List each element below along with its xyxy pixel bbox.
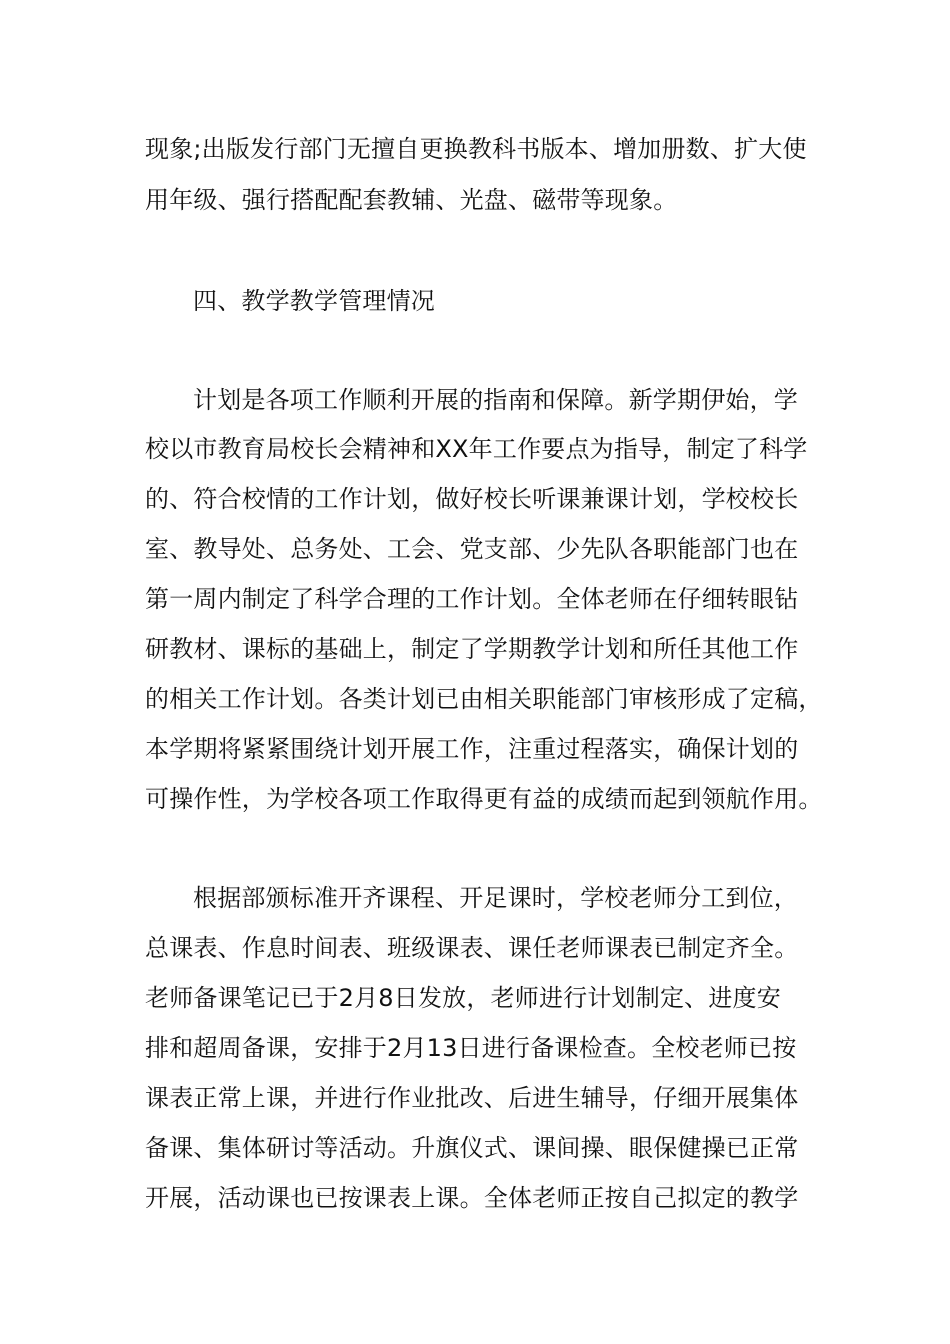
paragraph-3-line-1: 根据部颁标准开齐课程、开足课时，学校老师分工到位， [193,884,798,912]
paragraph-3-line-4: 排和超周备课，安排于2月13日进行备课检查。全校老师已按 [145,1034,797,1062]
paragraph-3-line-6: 备课、集体研讨等活动。升旗仪式、课间操、眼保健操已正常 [145,1134,799,1162]
paragraph-1-line-2: 用年级、强行搭配配套教辅、光盘、磁带等现象。 [145,186,678,214]
paragraph-2-line-5: 第一周内制定了科学合理的工作计划。全体老师在仔细转眼钻 [145,585,799,613]
paragraph-2-line-2: 校以市教育局校长会精神和XX年工作要点为指导，制定了科学 [145,435,808,463]
paragraph-1-line-1: 现象;出版发行部门无擅自更换教科书版本、增加册数、扩大使 [145,135,807,163]
paragraph-3-line-7: 开展，活动课也已按课表上课。全体老师正按自己拟定的教学 [145,1184,799,1212]
paragraph-3-line-2: 总课表、作息时间表、班级课表、课任老师课表已制定齐全。 [145,934,799,962]
paragraph-2-line-6: 研教材、课标的基础上，制定了学期教学计划和所任其他工作 [145,635,799,663]
paragraph-2-line-3: 的、符合校情的工作计划，做好校长听课兼课计划，学校校长 [145,485,799,513]
paragraph-2-line-1: 计划是各项工作顺利开展的指南和保障。新学期伊始，学 [193,386,798,414]
paragraph-3-line-3: 老师备课笔记已于2月8日发放，老师进行计划制定、进度安 [145,984,781,1012]
paragraph-2-line-4: 室、教导处、总务处、工会、党支部、少先队各职能部门也在 [145,535,799,563]
paragraph-2-line-9: 可操作性，为学校各项工作取得更有益的成绩而起到领航作用。 [145,785,823,813]
paragraph-2-line-7: 的相关工作计划。各类计划已由相关职能部门审核形成了定稿， [145,685,823,713]
section-heading: 四、教学教学管理情况 [193,287,435,315]
paragraph-2-line-8: 本学期将紧紧围绕计划开展工作，注重过程落实，确保计划的 [145,735,799,763]
paragraph-3-line-5: 课表正常上课，并进行作业批改、后进生辅导，仔细开展集体 [145,1084,799,1112]
